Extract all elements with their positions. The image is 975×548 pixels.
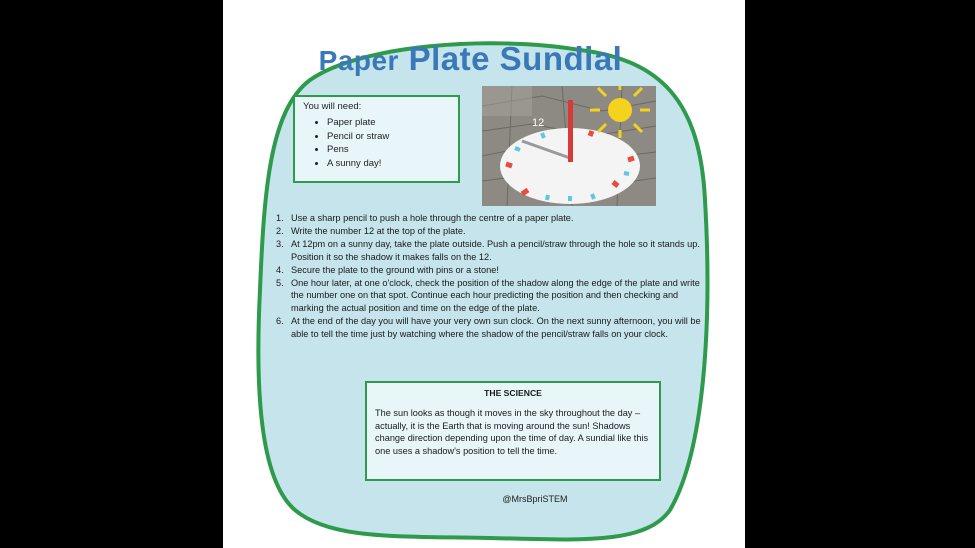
science-box: [365, 381, 661, 481]
pencil-gnomon: [568, 100, 573, 162]
instruction-step: [271, 264, 703, 277]
title-word-3: Sundial: [499, 40, 623, 77]
materials-list: [303, 116, 389, 170]
step-text: At the end of the day you will have your very own sun clock. On the next sunny afternoon, you will be able to tell the time just by watching where the shadow of the pencil/straw falls on your clock.: [291, 316, 701, 340]
science-heading: THE SCIENCE: [484, 388, 542, 398]
instructions-list: [271, 212, 703, 341]
step-number: 5.: [276, 277, 284, 288]
instruction-step: [271, 212, 703, 225]
step-text: At 12pm on a sunny day, take the plate outside. Push a pencil/straw through the hole so it stands up. Position it so the shadow it makes falls on the 12.: [291, 238, 700, 262]
instruction-step: [271, 315, 703, 341]
step-text: Write the number 12 at the top of the plate.: [291, 225, 466, 236]
materials-item: • Pens: [327, 143, 389, 157]
materials-heading: You will need:: [303, 101, 362, 112]
science-body: The sun looks as though it moves in the sky throughout the day – actually, it is the Earth that is moving around the sun! Shadows change direction depending upon the time of day. A sundial like this one uses a shadow's position to tell the time.: [375, 408, 649, 456]
step-text: One hour later, at one o'clock, check the position of the shadow along the edge of the plate and write the number one on that spot. Continue each hour predicting the position and then checking and marking the actual position and time on the edge of the plate.: [291, 277, 700, 314]
instruction-step: [271, 277, 703, 316]
step-number: 1.: [276, 213, 284, 223]
author-credit: @MrsBpriSTEM: [502, 494, 568, 504]
step-number: 4.: [276, 264, 284, 275]
step-text: Secure the plate to the ground with pins or a stone!: [291, 264, 499, 275]
instruction-step: [271, 238, 703, 264]
materials-item: • Pencil or straw: [327, 130, 389, 144]
step-text: Use a sharp pencil to push a hole through the centre of a paper plate.: [291, 213, 574, 223]
step-number: 2.: [276, 225, 284, 236]
instruction-step: [271, 225, 703, 238]
materials-box: [293, 95, 460, 183]
plate-number-label: 12: [532, 117, 545, 129]
title-word-2: Plate: [408, 40, 490, 77]
step-number: 6.: [276, 316, 284, 327]
materials-item: • A sunny day!: [327, 157, 389, 171]
page-title: [298, 40, 643, 78]
sundial-photo: [482, 86, 656, 206]
step-number: 3.: [276, 238, 284, 249]
materials-item: • Paper plate: [327, 116, 389, 130]
title-word-1: Paper: [318, 45, 399, 76]
sundial-photo-illustration: [482, 86, 656, 206]
